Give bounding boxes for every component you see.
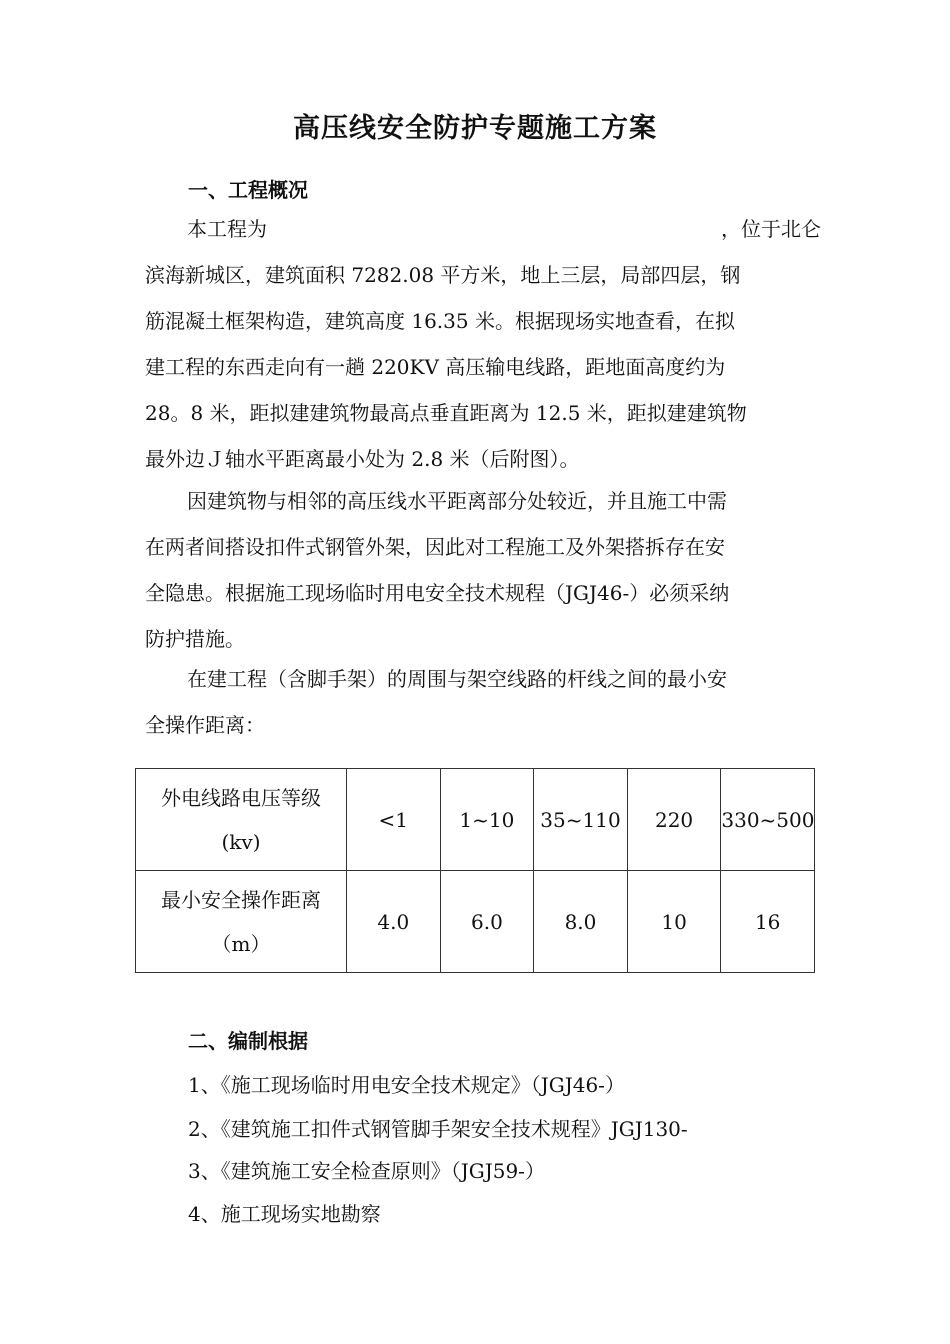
paragraph-line: 全操作距离： (145, 713, 265, 737)
paragraph-line: 在两者间搭设扣件式钢管外架，因此对工程施工及外架搭拆存在安 (145, 535, 725, 559)
table-cell: 220 (627, 769, 721, 871)
row-header-text: 外电线路电压等级 (161, 785, 321, 810)
paragraph-line: 最外边Ｊ轴水平距离最小处为 2.8 米（后附图）。 (145, 447, 580, 471)
project-intro-text: 本工程为 (187, 217, 267, 241)
list-item: 4、施工现场实地勘察 (188, 1202, 381, 1226)
table-cell: 6.0 (440, 871, 534, 973)
list-item: 1、《施工现场临时用电安全技术规定》（JGJ46-） (188, 1073, 625, 1097)
table-cell: 4.0 (347, 871, 441, 973)
overview-paragraph (145, 206, 821, 482)
row-header-voltage (136, 769, 347, 871)
paragraph-line: 滨海新城区，建筑面积 7282.08 平方米，地上三层，局部四层，钢 (145, 263, 741, 287)
row-header-unit: （m） (211, 931, 271, 956)
document-title: 高压线安全防护专题施工方案 (293, 113, 657, 144)
risk-paragraph (145, 478, 810, 662)
distance-intro-paragraph (145, 656, 810, 748)
paragraph-line (145, 206, 821, 252)
table-cell: 35~110 (534, 769, 628, 871)
row-header-unit: (kv) (221, 829, 261, 854)
row-header-text: 最小安全操作距离 (161, 887, 321, 912)
paragraph-line: 28。8 米，距拟建建筑物最高点垂直距离为 12.5 米，距拟建建筑物 (145, 401, 747, 425)
paragraph-line: 全隐患。根据施工现场临时用电安全技术规程（JGJ46-）必须采纳 (145, 581, 730, 605)
table-cell: 8.0 (534, 871, 628, 973)
paragraph-line: 建工程的东西走向有一趟 220KV 高压输电线路，距地面高度约为 (145, 355, 726, 379)
section-heading-overview: 一、工程概况 (188, 178, 308, 202)
paragraph-line: 防护措施。 (145, 627, 245, 651)
paragraph-line: 在建工程（含脚手架）的周围与架空线路的杆线之间的最小安 (187, 667, 727, 691)
table-cell: 1~10 (440, 769, 534, 871)
paragraph-line: 筋混凝土框架构造，建筑高度 16.35 米。根据现场实地查看，在拟 (145, 309, 735, 333)
table-cell: 330~500 (721, 769, 815, 871)
table-cell: <1 (347, 769, 441, 871)
table-cell: 10 (627, 871, 721, 973)
section-heading-basis: 二、编制根据 (188, 1029, 308, 1053)
table-row (136, 871, 815, 973)
safety-distance-table (135, 768, 815, 973)
list-item: 3、《建筑施工安全检查原则》（JGJ59-） (188, 1159, 545, 1183)
table-cell: 16 (721, 871, 815, 973)
location-text: ，位于北仑 (721, 217, 821, 241)
list-item: 2、《建筑施工扣件式钢管脚手架安全技术规程》JGJ130- (188, 1117, 688, 1141)
row-header-distance (136, 871, 347, 973)
paragraph-line: 因建筑物与相邻的高压线水平距离部分处较近，并且施工中需 (187, 489, 727, 513)
table-row (136, 769, 815, 871)
